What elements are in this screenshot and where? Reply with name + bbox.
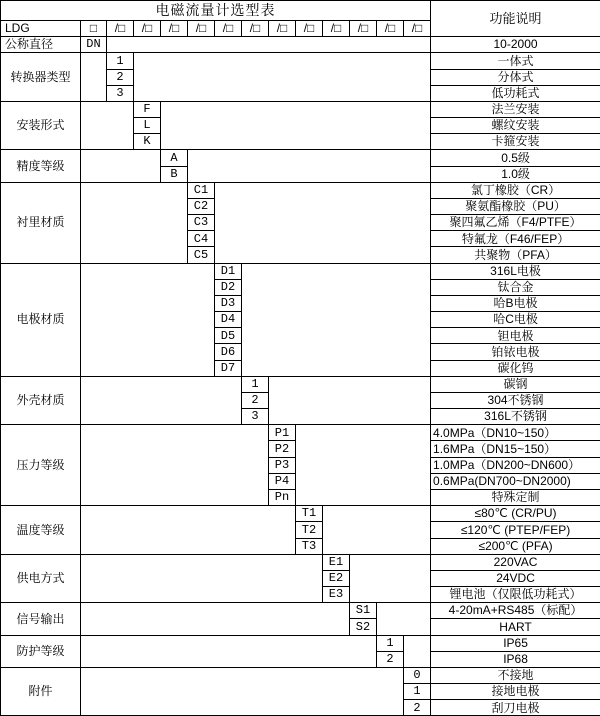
description-cell: 聚氨酯橡胶（PU） <box>431 198 600 214</box>
model-slot-cell: /□ <box>134 21 161 37</box>
description-cell: 聚四氟乙烯（F4/PTFE） <box>431 215 600 231</box>
empty-cell <box>81 603 350 635</box>
category-cell: 精度等级 <box>1 150 81 182</box>
code-cell: 1 <box>242 376 269 392</box>
empty-cell <box>81 150 161 182</box>
code-cell: D1 <box>215 263 242 279</box>
description-cell: 4-20mA+RS485（标配） <box>431 603 600 619</box>
code-cell: C5 <box>188 247 215 263</box>
option-row <box>1 150 600 166</box>
description-cell: 氯丁橡胶（CR） <box>431 182 600 198</box>
code-cell: 1 <box>107 53 134 69</box>
empty-cell <box>81 667 404 716</box>
description-cell: 法兰安装 <box>431 101 600 117</box>
code-cell: D7 <box>215 360 242 376</box>
description-cell: 220VAC <box>431 554 600 570</box>
description-cell: 铂铱电极 <box>431 344 600 360</box>
empty-cell <box>81 635 377 667</box>
code-cell: P3 <box>269 457 296 473</box>
model-slot-cell: /□ <box>377 21 404 37</box>
option-row <box>1 635 600 651</box>
description-cell: 1.0MPa（DN200~DN600） <box>431 457 600 473</box>
option-row <box>1 376 600 392</box>
description-cell: 特氟龙（F46/FEP） <box>431 231 600 247</box>
option-row <box>1 182 600 198</box>
description-cell: 卡箍安装 <box>431 134 600 150</box>
description-cell: 0.5级 <box>431 150 600 166</box>
description-cell: 10-2000 <box>431 37 600 53</box>
description-cell: 锂电池（仅限低功耗式） <box>431 587 600 603</box>
description-cell: 钛合金 <box>431 279 600 295</box>
description-cell: 1.6MPa（DN15~150） <box>431 441 600 457</box>
empty-cell <box>296 425 431 506</box>
model-prefix: LDG <box>1 21 81 37</box>
category-cell: 安装形式 <box>1 101 81 150</box>
description-cell: 4.0MPa（DN10~150） <box>431 425 600 441</box>
description-cell: 接地电极 <box>431 684 600 700</box>
code-cell: P4 <box>269 473 296 489</box>
empty-cell <box>323 506 431 555</box>
code-cell: C3 <box>188 215 215 231</box>
option-row <box>1 667 600 683</box>
category-cell: 防护等级 <box>1 635 81 667</box>
description-cell: 特殊定制 <box>431 489 600 505</box>
model-slot-cell: /□ <box>242 21 269 37</box>
code-cell: D3 <box>215 295 242 311</box>
model-slot-cell: /□ <box>269 21 296 37</box>
option-row <box>1 425 600 441</box>
empty-cell <box>161 101 431 150</box>
empty-cell <box>81 425 269 506</box>
category-cell: 附件 <box>1 667 81 716</box>
description-cell: 1.0级 <box>431 166 600 182</box>
code-cell: C1 <box>188 182 215 198</box>
category-cell: 公称直径 <box>1 37 81 53</box>
category-cell: 供电方式 <box>1 554 81 603</box>
code-cell: S2 <box>350 619 377 635</box>
code-cell: 1 <box>377 635 404 651</box>
code-cell: C2 <box>188 198 215 214</box>
empty-cell <box>81 554 323 603</box>
category-cell: 压力等级 <box>1 425 81 506</box>
description-cell: 24VDC <box>431 570 600 586</box>
code-cell: K <box>134 134 161 150</box>
description-cell: 低功耗式 <box>431 85 600 101</box>
code-cell: E1 <box>323 554 350 570</box>
option-row <box>1 263 600 279</box>
description-cell: 碳化钨 <box>431 360 600 376</box>
description-cell: 刮刀电极 <box>431 700 600 716</box>
category-cell: 转换器类型 <box>1 53 81 102</box>
empty-cell <box>81 506 296 555</box>
code-cell: E3 <box>323 587 350 603</box>
code-cell: T3 <box>296 538 323 554</box>
option-row <box>1 554 600 570</box>
code-cell: 0 <box>404 667 431 683</box>
code-cell: A <box>161 150 188 166</box>
description-cell: ≤200℃ (PFA) <box>431 538 600 554</box>
category-cell: 外壳材质 <box>1 376 81 425</box>
code-cell: P1 <box>269 425 296 441</box>
code-cell: L <box>134 118 161 134</box>
model-slot-cell: /□ <box>161 21 188 37</box>
empty-cell <box>81 182 188 263</box>
empty-cell <box>81 53 107 102</box>
code-cell: 2 <box>107 69 134 85</box>
description-cell: 316L不锈钢 <box>431 409 600 425</box>
empty-cell <box>134 53 431 102</box>
code-cell: DN <box>81 37 107 53</box>
code-cell: E2 <box>323 570 350 586</box>
description-cell: HART <box>431 619 600 635</box>
function-column-header: 功能说明 <box>431 1 600 37</box>
empty-cell <box>377 603 431 635</box>
empty-cell <box>81 101 134 150</box>
diameter-row <box>1 37 600 53</box>
empty-cell <box>81 263 215 376</box>
empty-cell <box>404 635 431 667</box>
description-cell: 0.6MPa(DN700~DN2000) <box>431 473 600 489</box>
code-cell: F <box>134 101 161 117</box>
category-cell: 电极材质 <box>1 263 81 376</box>
description-cell: 钽电极 <box>431 328 600 344</box>
description-cell: ≤120℃ (PTEP/FEP) <box>431 522 600 538</box>
model-slot-cell: /□ <box>323 21 350 37</box>
model-box-cell: □ <box>81 21 107 37</box>
description-cell: 一体式 <box>431 53 600 69</box>
model-slot-cell: /□ <box>215 21 242 37</box>
category-cell: 衬里材质 <box>1 182 81 263</box>
description-cell: 316L电极 <box>431 263 600 279</box>
option-row <box>1 506 600 522</box>
category-cell: 温度等级 <box>1 506 81 555</box>
model-slot-cell: /□ <box>107 21 134 37</box>
description-cell: 分体式 <box>431 69 600 85</box>
code-cell: D2 <box>215 279 242 295</box>
model-slot-cell: /□ <box>404 21 431 37</box>
code-cell: D4 <box>215 312 242 328</box>
code-cell: Pn <box>269 489 296 505</box>
empty-cell <box>107 37 431 53</box>
category-cell: 信号输出 <box>1 603 81 635</box>
description-cell: 碳钢 <box>431 376 600 392</box>
option-row <box>1 101 600 117</box>
code-cell: B <box>161 166 188 182</box>
empty-cell <box>242 263 431 376</box>
model-slot-cell: /□ <box>188 21 215 37</box>
empty-cell <box>350 554 431 603</box>
code-cell: 2 <box>377 651 404 667</box>
code-cell: 3 <box>107 85 134 101</box>
code-cell: 2 <box>404 700 431 716</box>
code-cell: P2 <box>269 441 296 457</box>
empty-cell <box>188 150 431 182</box>
code-cell: 2 <box>242 392 269 408</box>
model-slot-cell: /□ <box>296 21 323 37</box>
code-cell: T1 <box>296 506 323 522</box>
option-row <box>1 53 600 69</box>
code-cell: D5 <box>215 328 242 344</box>
description-cell: IP65 <box>431 635 600 651</box>
description-cell: 哈C电极 <box>431 312 600 328</box>
code-cell: 3 <box>242 409 269 425</box>
option-row <box>1 603 600 619</box>
code-cell: S1 <box>350 603 377 619</box>
code-cell: T2 <box>296 522 323 538</box>
description-cell: 共聚物（PFA） <box>431 247 600 263</box>
code-cell: D6 <box>215 344 242 360</box>
description-cell: 螺纹安装 <box>431 118 600 134</box>
description-cell: 304不锈钢 <box>431 392 600 408</box>
empty-cell <box>215 182 431 263</box>
description-cell: IP68 <box>431 651 600 667</box>
description-cell: 不接地 <box>431 667 600 683</box>
model-slot-cell: /□ <box>350 21 377 37</box>
description-cell: ≤80℃ (CR/PU) <box>431 506 600 522</box>
empty-cell <box>81 376 242 425</box>
code-cell: C4 <box>188 231 215 247</box>
code-cell: 1 <box>404 684 431 700</box>
empty-cell <box>269 376 431 425</box>
table-title: 电磁流量计选型表 <box>1 1 431 21</box>
table-header-row <box>1 1 600 21</box>
description-cell: 哈B电极 <box>431 295 600 311</box>
